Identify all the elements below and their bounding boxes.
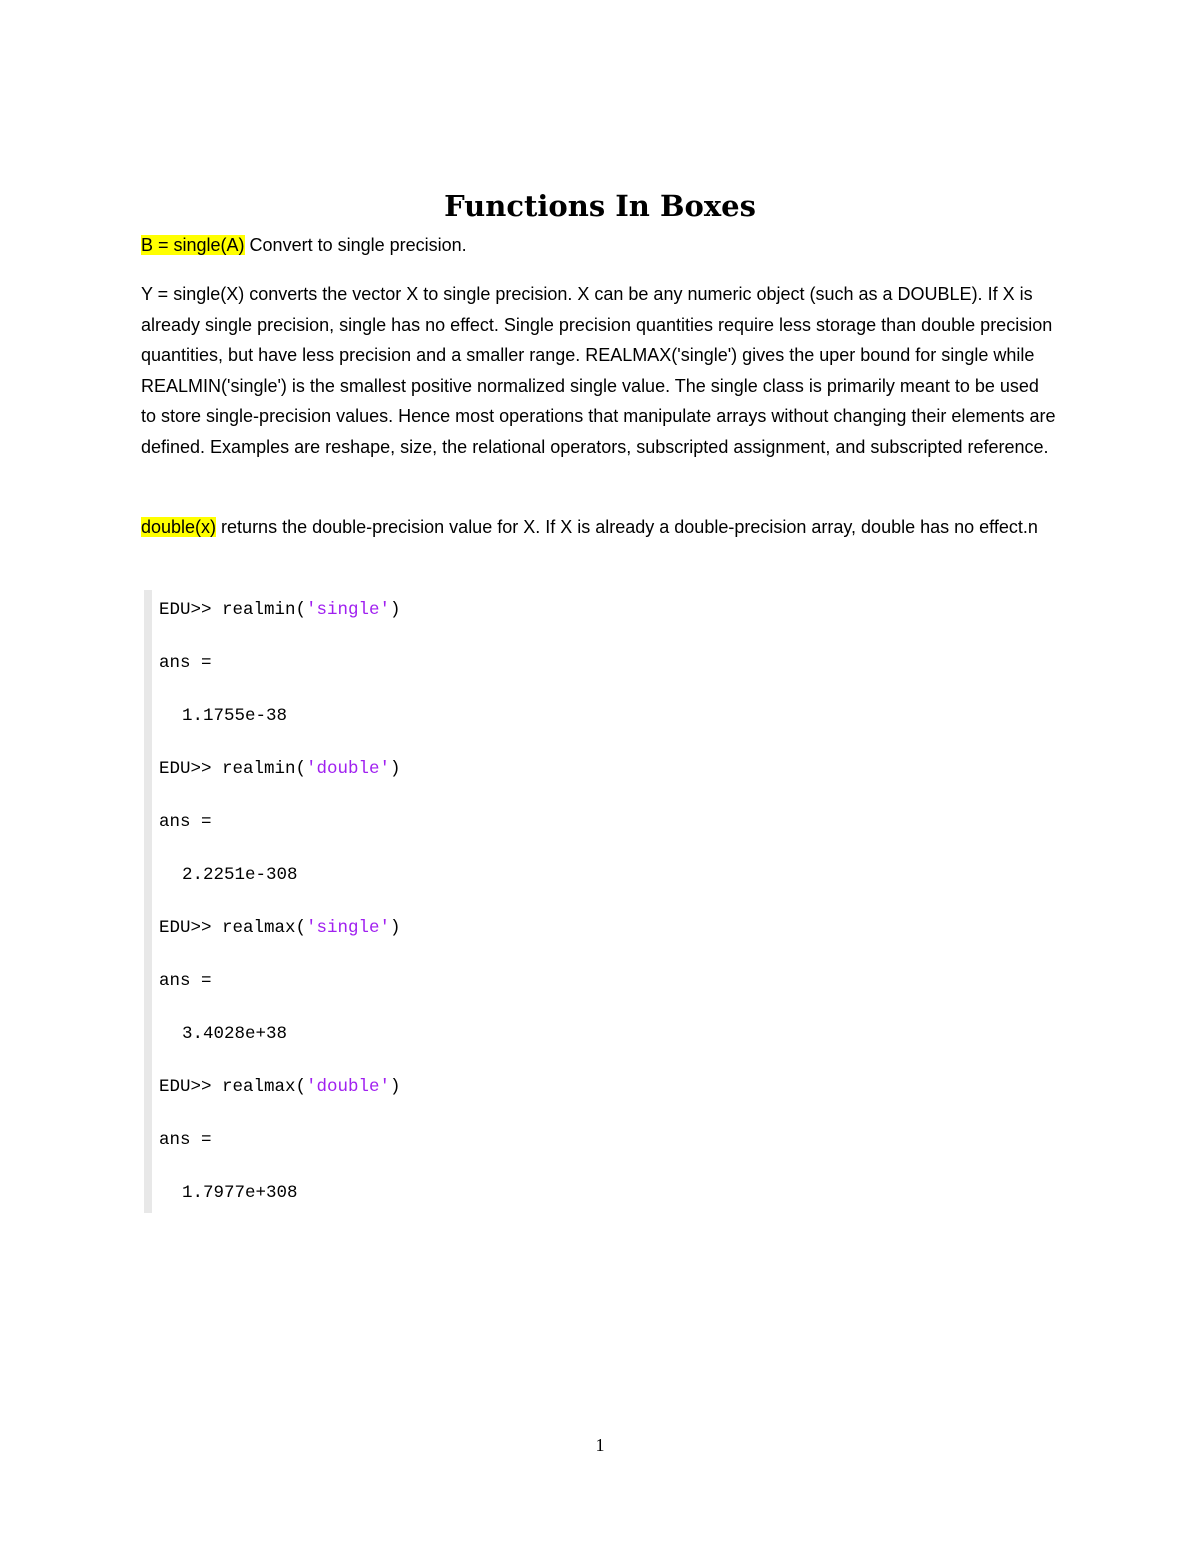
page-title: Functions In Boxes	[444, 189, 756, 223]
console-prompt: EDU>>	[159, 918, 223, 938]
console-function: realmin(	[222, 759, 307, 779]
paragraph-single-summary	[141, 230, 1056, 261]
console-prompt: EDU>>	[159, 600, 223, 620]
console-ans-label: ans =	[159, 1130, 212, 1150]
console-string-arg: 'double'	[306, 759, 391, 779]
paragraph-single-summary-text: Convert to single precision.	[244, 235, 467, 255]
console-prompt: EDU>>	[159, 1077, 223, 1097]
console-function: realmin(	[222, 600, 307, 620]
matlab-console-output	[144, 590, 1064, 1213]
console-result-value: 1.7977e+308	[182, 1183, 298, 1203]
console-prompt: EDU>>	[159, 759, 223, 779]
paragraph-double-description	[141, 512, 1056, 543]
console-string-arg: 'double'	[306, 1077, 391, 1097]
console-ans-label: ans =	[159, 653, 212, 673]
console-close-paren: )	[390, 759, 401, 779]
console-function: realmax(	[222, 1077, 307, 1097]
console-close-paren: )	[390, 1077, 401, 1097]
highlighted-function-single: B = single(A)	[141, 235, 245, 255]
console-result-value: 1.1755e-38	[182, 706, 288, 726]
console-string-arg: 'single'	[306, 918, 391, 938]
console-ans-label: ans =	[159, 971, 212, 991]
highlighted-function-double: double(x)	[141, 517, 217, 537]
console-function: realmax(	[222, 918, 307, 938]
console-command-line	[159, 917, 401, 939]
paragraph-double-description-text: returns the double-precision value for X. If X is already a double-precision array, double has no effect.n	[216, 517, 1038, 537]
console-command-line	[159, 1076, 401, 1098]
console-command-line	[159, 599, 401, 621]
console-string-arg: 'single'	[306, 600, 391, 620]
console-command-line	[159, 758, 401, 780]
console-result-value: 3.4028e+38	[182, 1024, 288, 1044]
page-number: 1	[595, 1435, 605, 1455]
console-ans-label: ans =	[159, 812, 212, 832]
console-close-paren: )	[390, 600, 401, 620]
console-close-paren: )	[390, 918, 401, 938]
console-result-value: 2.2251e-308	[182, 865, 298, 885]
paragraph-single-description: Y = single(X) converts the vector X to single precision. X can be any numeric object (such as a DOUBLE). If X is already single precision, single has no effect. Single precision quantities require less storage than double precision quantities, but have less precision and a smaller range. REALMAX('single') gives the uper bound for single while REALMIN('single') is the smallest positive normalized single value. The single class is primarily meant to be used to store single-precision values. Hence most operations that manipulate arrays without changing their elements are defined. Examples are reshape, size, the relational operators, subscripted assignment, and subscripted reference.	[141, 284, 1056, 457]
